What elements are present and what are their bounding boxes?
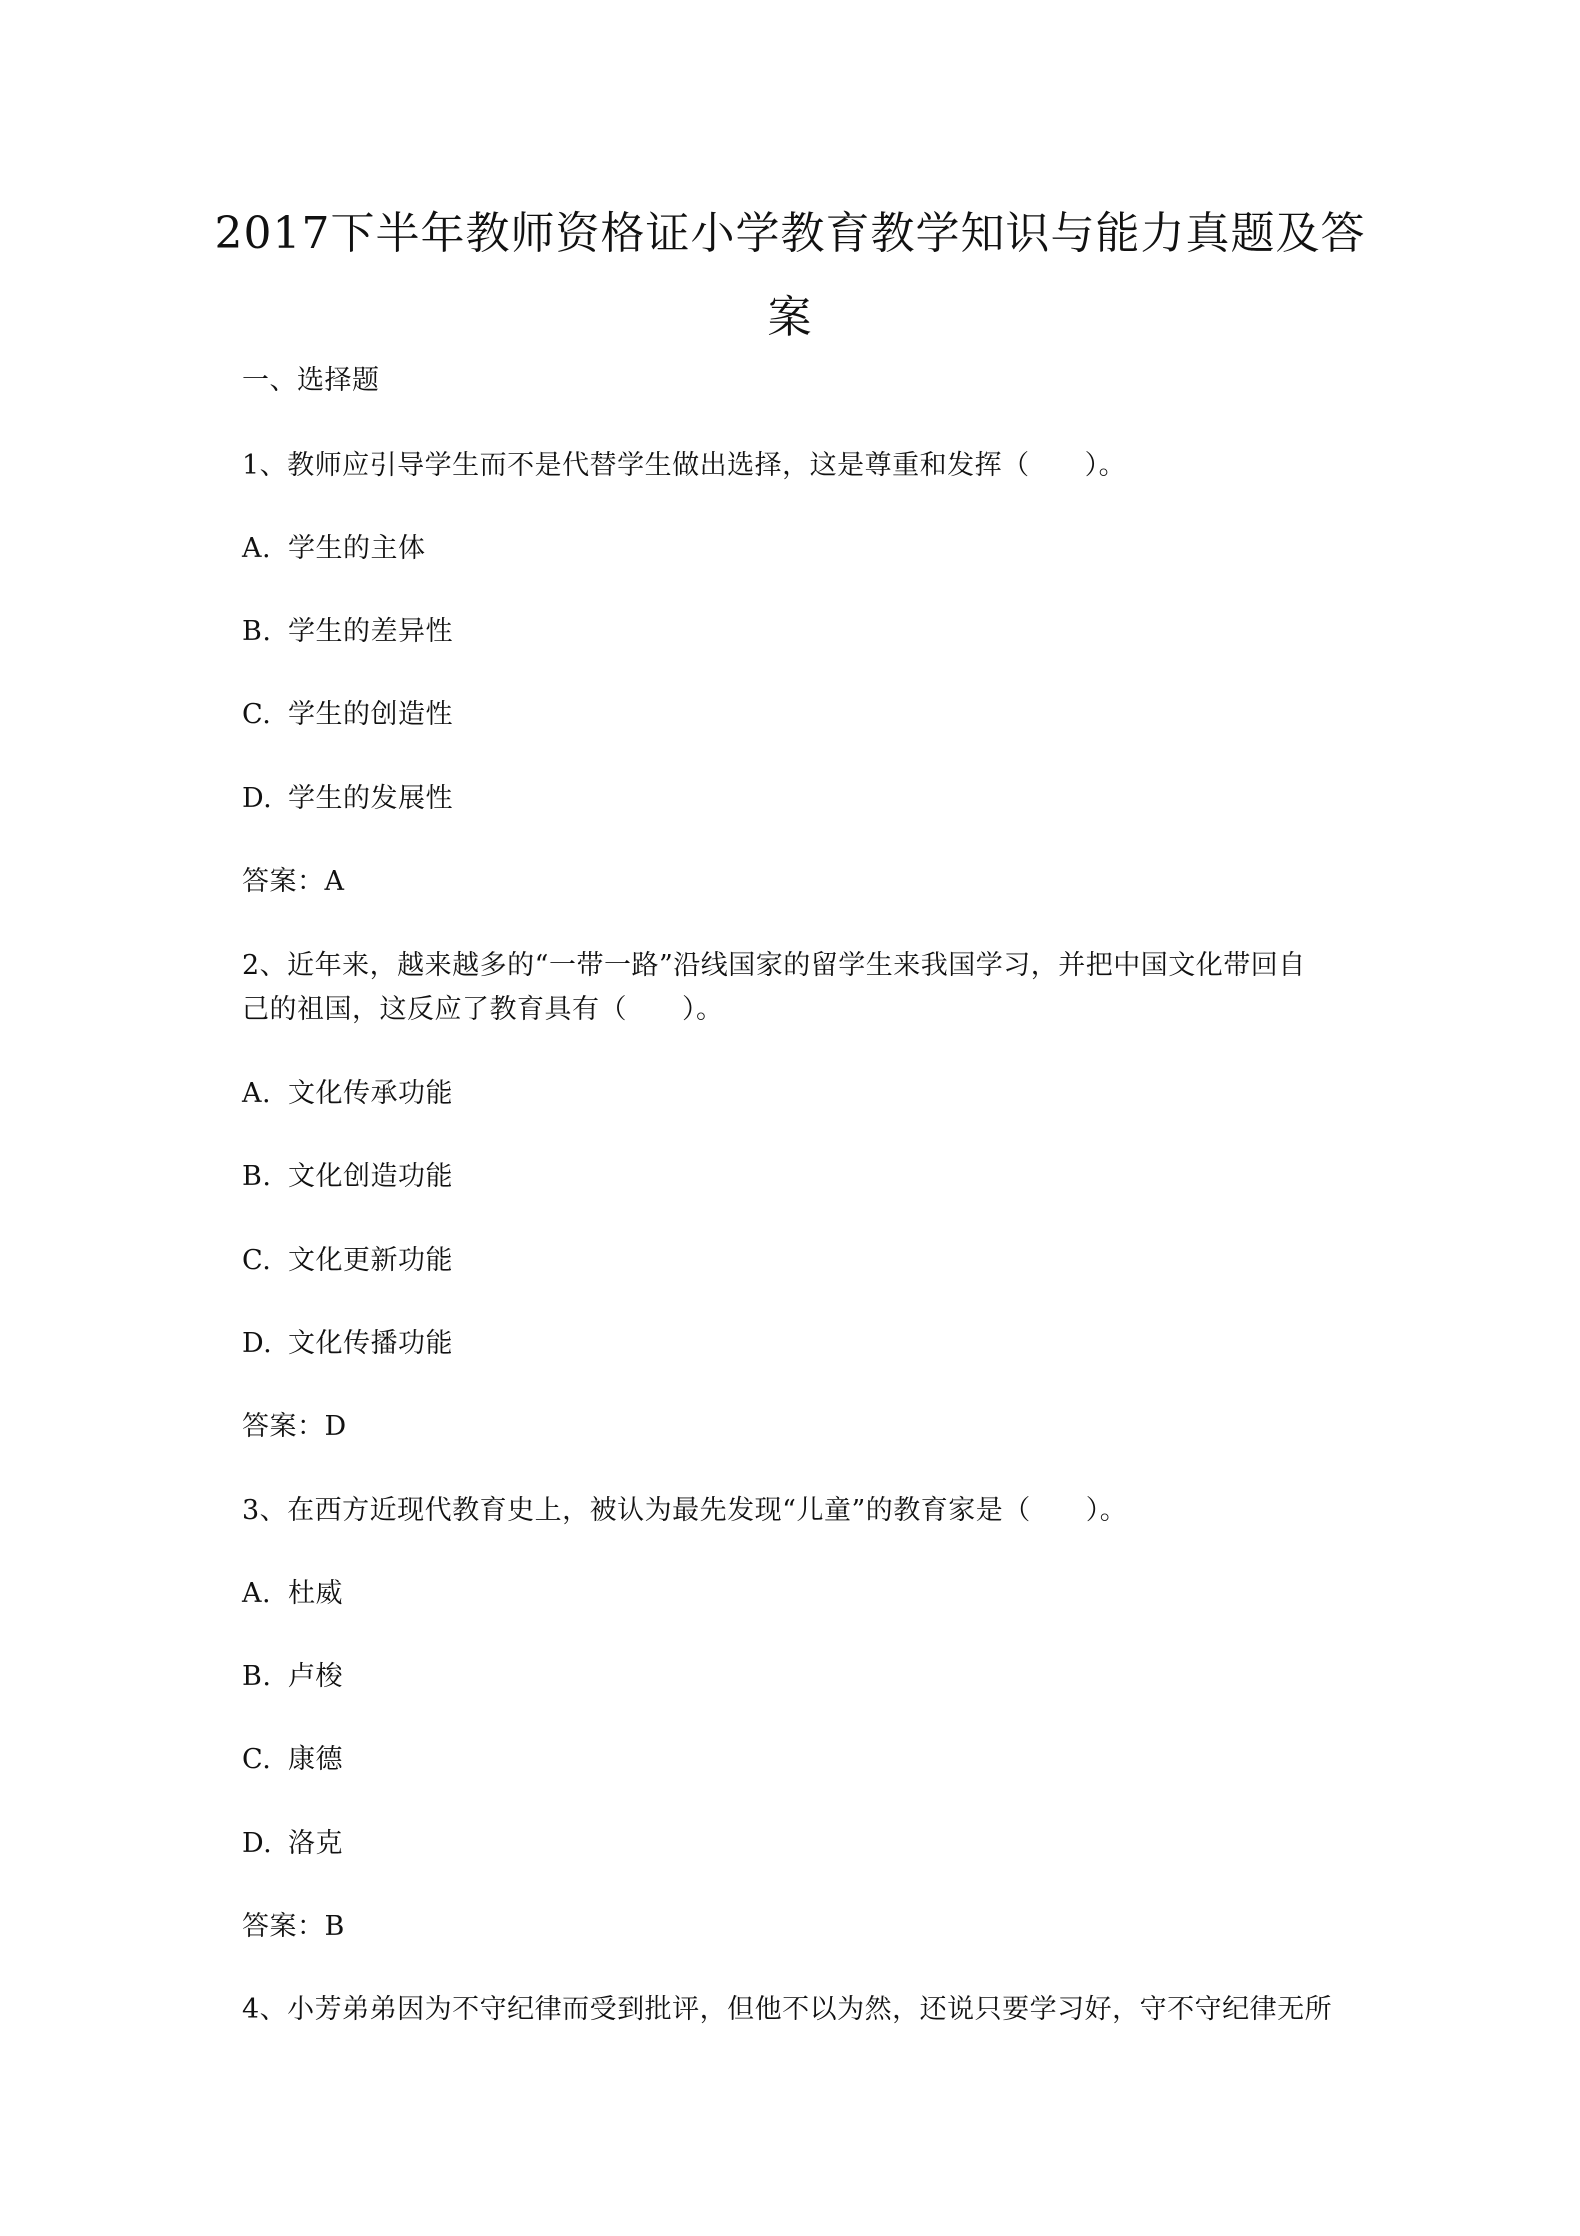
- option-letter: B.: [242, 616, 272, 647]
- option-letter: C.: [242, 699, 272, 730]
- option-text: 洛克: [288, 1828, 343, 1859]
- option-letter: D.: [242, 1328, 273, 1359]
- question-2-option-a: [242, 1076, 1352, 1112]
- question-4-stem: 4、小芳弟弟因为不守纪律而受到批评，但他不以为然，还说只要学习好，守不守纪律无所: [242, 1994, 1333, 2025]
- option-letter: C.: [242, 1744, 272, 1775]
- option-text: 学生的主体: [288, 533, 426, 564]
- document-title-line-1: 2017下半年教师资格证小学教育教学知识与能力真题及答: [214, 208, 1366, 259]
- option-text: 文化传承功能: [288, 1078, 453, 1109]
- question-2-stem-line-1: 2、近年来，越来越多的“一带一路”沿线国家的留学生来我国学习，并把中国文化带回自: [242, 950, 1306, 981]
- question-1-answer: 答案：A: [242, 866, 345, 897]
- question-1-stem: 1、教师应引导学生而不是代替学生做出选择，这是尊重和发挥（ ）。: [242, 450, 1127, 481]
- option-letter: A.: [242, 533, 272, 564]
- option-letter: B.: [242, 1161, 272, 1192]
- option-text: 文化创造功能: [288, 1161, 453, 1192]
- option-letter: B.: [242, 1661, 272, 1692]
- option-text: 学生的差异性: [288, 616, 453, 647]
- section-heading: 一、选择题: [242, 365, 380, 396]
- question-2-stem-line-2: 己的祖国，这反应了教育具有（ ）。: [242, 994, 724, 1025]
- option-text: 学生的发展性: [288, 783, 453, 814]
- question-3-stem: 3、在西方近现代教育史上，被认为最先发现“儿童”的教育家是（ ）。: [242, 1495, 1128, 1526]
- document-title-line-2: 案: [767, 292, 813, 343]
- option-text: 康德: [288, 1744, 343, 1775]
- option-text: 学生的创造性: [288, 699, 453, 730]
- option-letter: D.: [242, 1828, 273, 1859]
- option-letter: A.: [242, 1078, 272, 1109]
- question-1-option-d: [242, 781, 1352, 817]
- question-1-option-c: [242, 697, 1352, 733]
- option-text: 卢梭: [288, 1661, 343, 1692]
- question-3-option-b: [242, 1659, 1352, 1695]
- question-3-option-a: [242, 1576, 1352, 1612]
- question-1-option-b: [242, 614, 1352, 650]
- option-text: 文化更新功能: [288, 1245, 453, 1276]
- question-2-option-c: [242, 1243, 1352, 1279]
- option-text: 杜威: [288, 1578, 343, 1609]
- option-letter: A.: [242, 1578, 272, 1609]
- question-2-option-b: [242, 1159, 1352, 1195]
- question-1-option-a: [242, 531, 1352, 567]
- question-2-answer: 答案：D: [242, 1411, 347, 1442]
- question-3-option-c: [242, 1742, 1352, 1778]
- question-3-answer: 答案：B: [242, 1911, 345, 1942]
- option-text: 文化传播功能: [288, 1328, 453, 1359]
- question-2-option-d: [242, 1326, 1352, 1362]
- question-3-option-d: [242, 1826, 1352, 1862]
- option-letter: D.: [242, 783, 273, 814]
- option-letter: C.: [242, 1245, 272, 1276]
